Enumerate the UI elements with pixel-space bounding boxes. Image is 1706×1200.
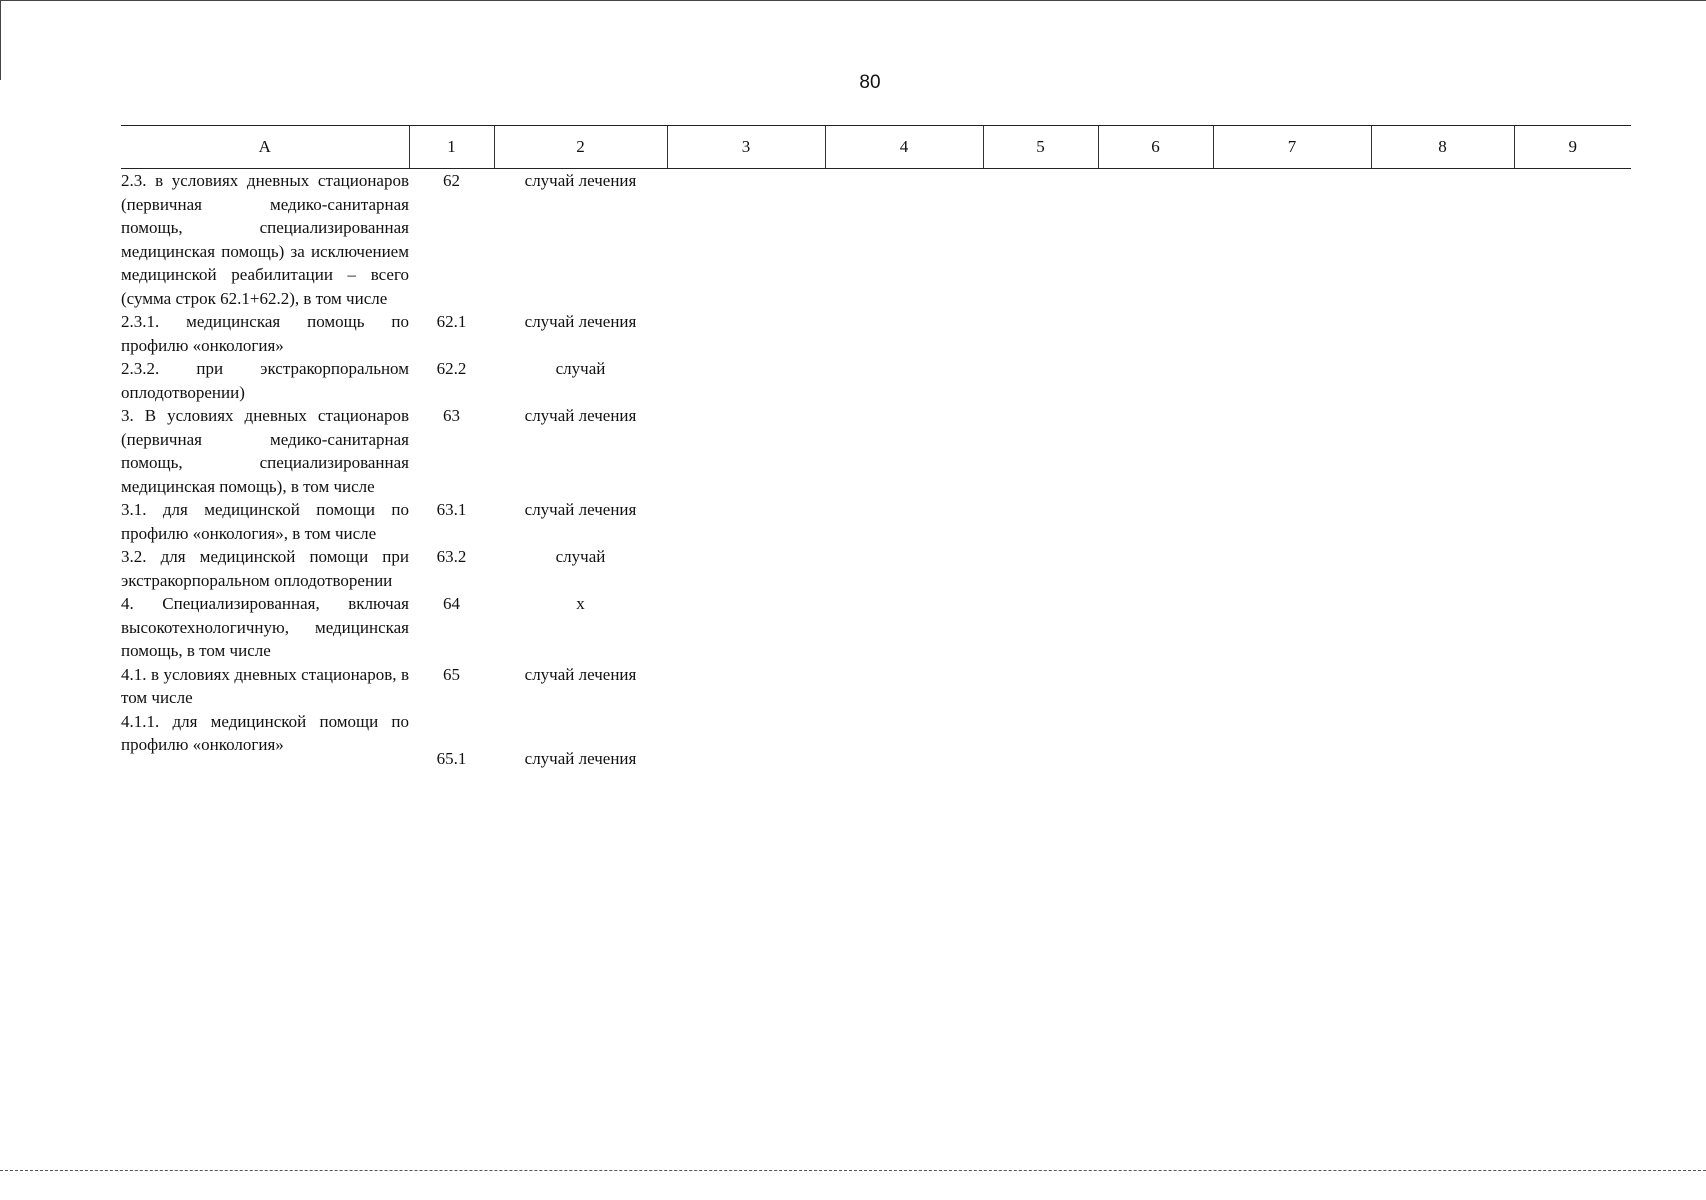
row-code: 62 [443, 171, 460, 190]
header-col-1: 1 [409, 126, 494, 169]
row-name: 3.1. для медицинской помощи по профилю «онкология», в том числе [121, 500, 409, 543]
header-col-6: 6 [1098, 126, 1213, 169]
scan-edge-top [0, 0, 1706, 1]
table-row [121, 310, 1631, 357]
row-name: 2.3. в условиях дневных стационаров (первичная медико-санитарная помощь, специализированная медицинская помощь) за исключением медицинской реабилитации – всего (сумма строк 62.1+62.2), в том числе [121, 171, 409, 308]
row-code: 62.1 [436, 312, 467, 331]
row-name: 3.2. для медицинской помощи при экстракорпоральном оплодотворении [121, 547, 409, 590]
header-col-4: 4 [825, 126, 983, 169]
header-row [121, 126, 1631, 169]
row-unit: случай лечения [524, 171, 637, 190]
row-name: 3. В условиях дневных стационаров (первичная медико-санитарная помощь, специализированная медицинская помощь), в том числе [121, 406, 409, 496]
row-code: 63 [443, 406, 460, 425]
row-unit: случай лечения [524, 748, 637, 768]
row-unit: случай [555, 359, 606, 378]
header-col-8: 8 [1371, 126, 1514, 169]
row-name: 2.3.1. медицинская помощь по профилю «онкология» [121, 312, 409, 355]
row-name: 4.1.1. для медицинской помощи по профилю «онкология» [121, 711, 409, 754]
row-name: 4. Специализированная, включая высокотехнологичную, медицинская помощь, в том числе [121, 594, 409, 660]
row-code: 63.2 [436, 547, 467, 566]
header-col-9: 9 [1514, 126, 1631, 169]
table-row [121, 710, 1631, 771]
table-row [121, 592, 1631, 663]
header-col-5: 5 [983, 126, 1098, 169]
table-row [121, 357, 1631, 404]
row-unit: случай [555, 547, 606, 566]
table-row [121, 498, 1631, 545]
header-col-3: 3 [667, 126, 825, 169]
row-empty-cells [667, 545, 1631, 592]
header-col-7: 7 [1213, 126, 1371, 169]
table-row [121, 169, 1631, 311]
row-unit: случай лечения [524, 500, 637, 519]
row-empty-cells [667, 710, 1631, 771]
table-row [121, 404, 1631, 498]
row-code: 63.1 [436, 500, 467, 519]
row-unit: случай лечения [524, 406, 637, 425]
row-empty-cells [667, 498, 1631, 545]
header-col-a: А [121, 126, 409, 169]
row-empty-cells [667, 310, 1631, 357]
table-row [121, 663, 1631, 710]
page-number: 80 [859, 72, 881, 93]
row-empty-cells [667, 169, 1631, 311]
row-name: 4.1. в условиях дневных стационаров, в том числе [121, 664, 409, 707]
row-code: 65.1 [436, 748, 467, 768]
row-name: 2.3.2. при экстракорпоральном оплодотворении) [121, 359, 409, 402]
row-unit: х [576, 594, 585, 613]
row-unit: случай лечения [524, 664, 637, 684]
scan-edge-left [0, 0, 1, 80]
row-empty-cells [667, 357, 1631, 404]
row-empty-cells [667, 663, 1631, 710]
row-code: 64 [443, 594, 460, 613]
row-unit: случай лечения [524, 312, 637, 331]
scan-edge-bottom [0, 1170, 1706, 1171]
row-code: 65 [443, 664, 460, 684]
data-table [121, 125, 1631, 770]
row-empty-cells [667, 404, 1631, 498]
table-row [121, 545, 1631, 592]
header-col-2: 2 [494, 126, 667, 169]
row-code: 62.2 [436, 359, 467, 378]
row-empty-cells [667, 592, 1631, 663]
